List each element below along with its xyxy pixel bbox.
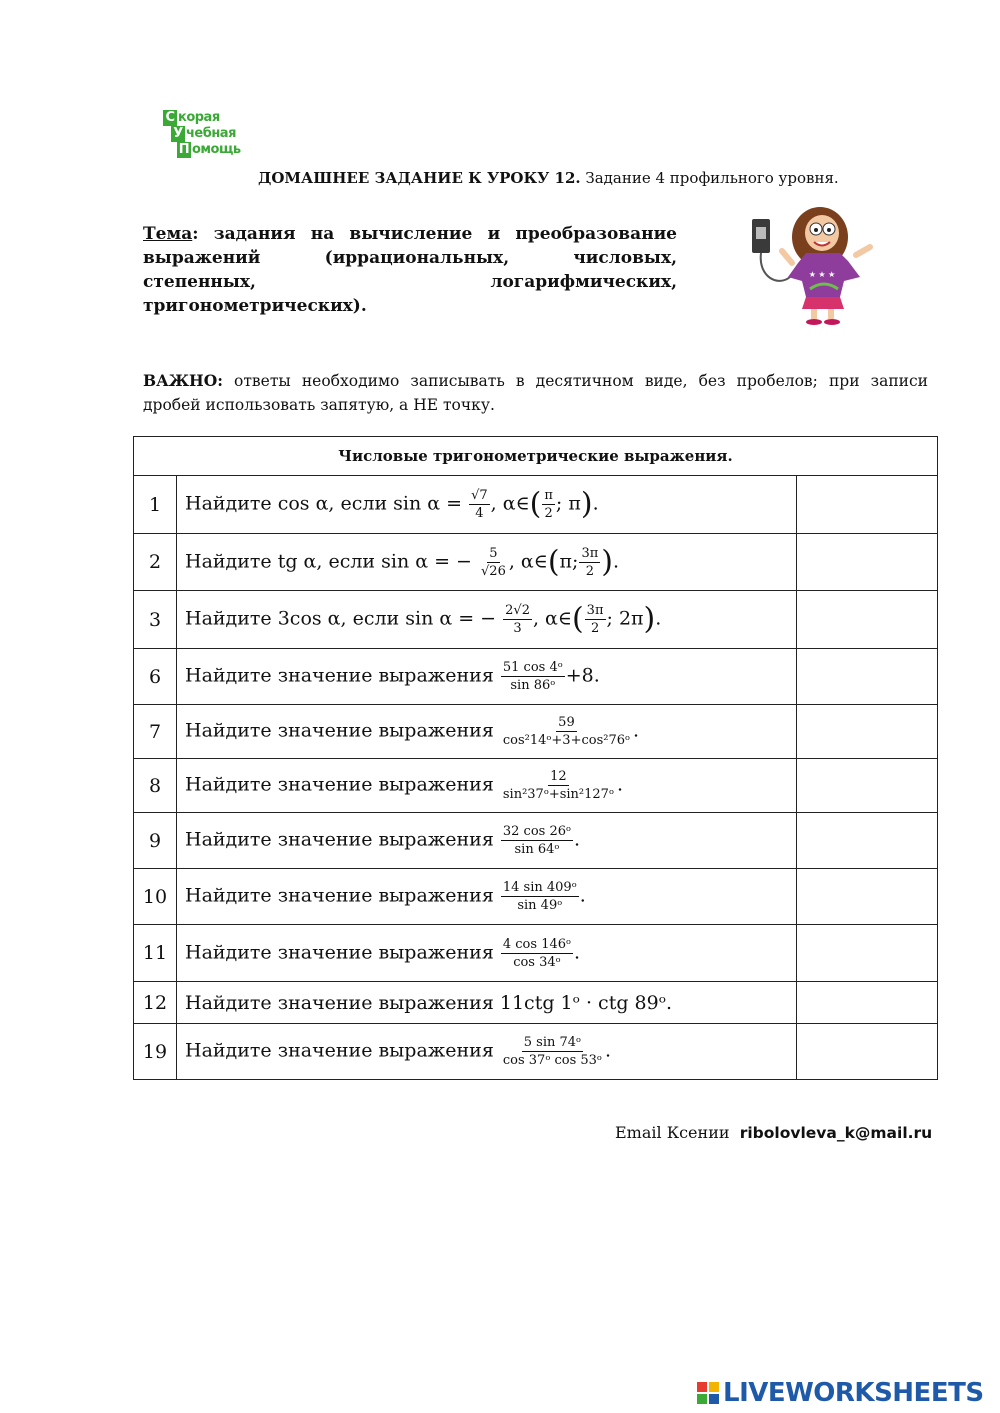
answer-cell[interactable]: [797, 591, 938, 649]
answer-input[interactable]: [802, 546, 936, 578]
task-question: Найдите 3cos α, если sin α = − $\frac{2√2}{3}$ , α∈( $\frac{3\pi}{2}$ ; 2π).: [177, 591, 797, 649]
answer-cell[interactable]: [797, 534, 938, 591]
answer-cell[interactable]: [797, 869, 938, 925]
answer-input[interactable]: [802, 661, 936, 693]
task-question: Найдите tg α, если sin α = − $\frac{5}{√26}$ , α∈(π; $\frac{3\pi}{2}$ ).: [177, 534, 797, 591]
task-number: 11: [134, 925, 177, 982]
table-title: Числовые тригонометрические выражения.: [134, 437, 938, 476]
task-number: 6: [134, 649, 177, 705]
answer-cell[interactable]: [797, 705, 938, 759]
answer-cell[interactable]: [797, 813, 938, 869]
answer-input[interactable]: [802, 716, 936, 748]
answer-input[interactable]: [802, 987, 936, 1019]
table-row: [134, 982, 938, 1024]
answer-cell[interactable]: [797, 649, 938, 705]
task-question: Найдите значение выражения $\frac{\text{51 cos 4ᵒ}}{\text{sin 86ᵒ}}$ +8.: [177, 649, 797, 705]
liveworksheets-logo-mark: [697, 1382, 719, 1404]
answer-input[interactable]: [802, 825, 936, 857]
table-row: [134, 705, 938, 759]
task-number: 2: [134, 534, 177, 591]
table-row: [134, 759, 938, 813]
table-row: [134, 813, 938, 869]
answer-cell[interactable]: [797, 925, 938, 982]
task-question: Найдите значение выражения $\frac{59}{\text{cos²14ᵒ+3+cos²76ᵒ}}$ .: [177, 705, 797, 759]
table-header-row: [134, 437, 938, 476]
answer-cell[interactable]: [797, 1024, 938, 1080]
task-number: 8: [134, 759, 177, 813]
table-row: [134, 534, 938, 591]
task-number: 19: [134, 1024, 177, 1080]
answer-input[interactable]: [802, 770, 936, 802]
answer-input[interactable]: [802, 489, 936, 521]
answer-input[interactable]: [802, 604, 936, 636]
cartoon-girl-illustration: [748, 197, 880, 327]
answer-input[interactable]: [802, 881, 936, 913]
liveworksheets-logo: [697, 1378, 984, 1408]
task-number: 7: [134, 705, 177, 759]
answer-cell[interactable]: [797, 759, 938, 813]
task-question: Найдите значение выражения $\frac{\text{4 cos 146ᵒ}}{\text{cos 34ᵒ}}$ .: [177, 925, 797, 982]
table-row: [134, 476, 938, 534]
task-number: 9: [134, 813, 177, 869]
important-note: ВАЖНО: ответы необходимо записывать в десятичном виде, без пробелов; при записи дробей использовать запятую, а НЕ точку.: [143, 371, 928, 414]
task-question: Найдите значение выражения $\frac{12}{\text{sin²37ᵒ+sin²127ᵒ}}$ .: [177, 759, 797, 813]
table-row: [134, 925, 938, 982]
task-number: 1: [134, 476, 177, 534]
table-row: [134, 649, 938, 705]
task-question: Найдите значение выражения $\frac{\text{14 sin 409ᵒ}}{\text{sin 49ᵒ}}$ .: [177, 869, 797, 925]
answer-input[interactable]: [802, 937, 936, 969]
svg-text:★ ★ ★: ★ ★ ★: [808, 270, 836, 279]
task-question: Найдите значение выражения $\frac{\text{5 sin 74ᵒ}}{\text{cos 37ᵒ cos 53ᵒ}}$ .: [177, 1024, 797, 1080]
logo-line-1: С корая: [163, 110, 220, 126]
liveworksheets-logo-text: LIVEWORKSHEETS: [723, 1378, 984, 1408]
logo-line-2: У чебная: [171, 126, 236, 142]
table-row: [134, 1024, 938, 1080]
task-question: Найдите значение выражения 11ctg 1ᵒ · ctg 89ᵒ.: [177, 982, 797, 1024]
table-row: [134, 591, 938, 649]
answer-cell[interactable]: [797, 476, 938, 534]
task-number: 3: [134, 591, 177, 649]
topic-description: Тема: задания на вычисление и преобразование выражений (иррациональных, числовых, степенных, логарифмических, тригонометрических).: [143, 224, 677, 316]
table-row: [134, 869, 938, 925]
email-address[interactable]: ribolovleva_k@mail.ru: [739, 1124, 933, 1142]
task-question: Найдите значение выражения $\frac{\text{32 cos 26ᵒ}}{\text{sin 64ᵒ}}$ .: [177, 813, 797, 869]
homework-header: ДОМАШНЕЕ ЗАДАНИЕ К УРОКУ 12. Задание 4 профильного уровня.: [258, 169, 839, 187]
author-email: Email Ксении ribolovleva_k@mail.ru: [615, 1123, 933, 1142]
task-table: [133, 436, 938, 1080]
task-number: 10: [134, 869, 177, 925]
answer-cell[interactable]: [797, 982, 938, 1024]
school-logo: [163, 110, 247, 158]
task-question: Найдите cos α, если sin α = $\frac{√7}{4}$ , α∈( $\frac{\pi}{2}$ ; π).: [177, 476, 797, 534]
logo-line-3: П омощь: [178, 142, 241, 157]
task-number: 12: [134, 982, 177, 1024]
answer-input[interactable]: [802, 1036, 936, 1068]
